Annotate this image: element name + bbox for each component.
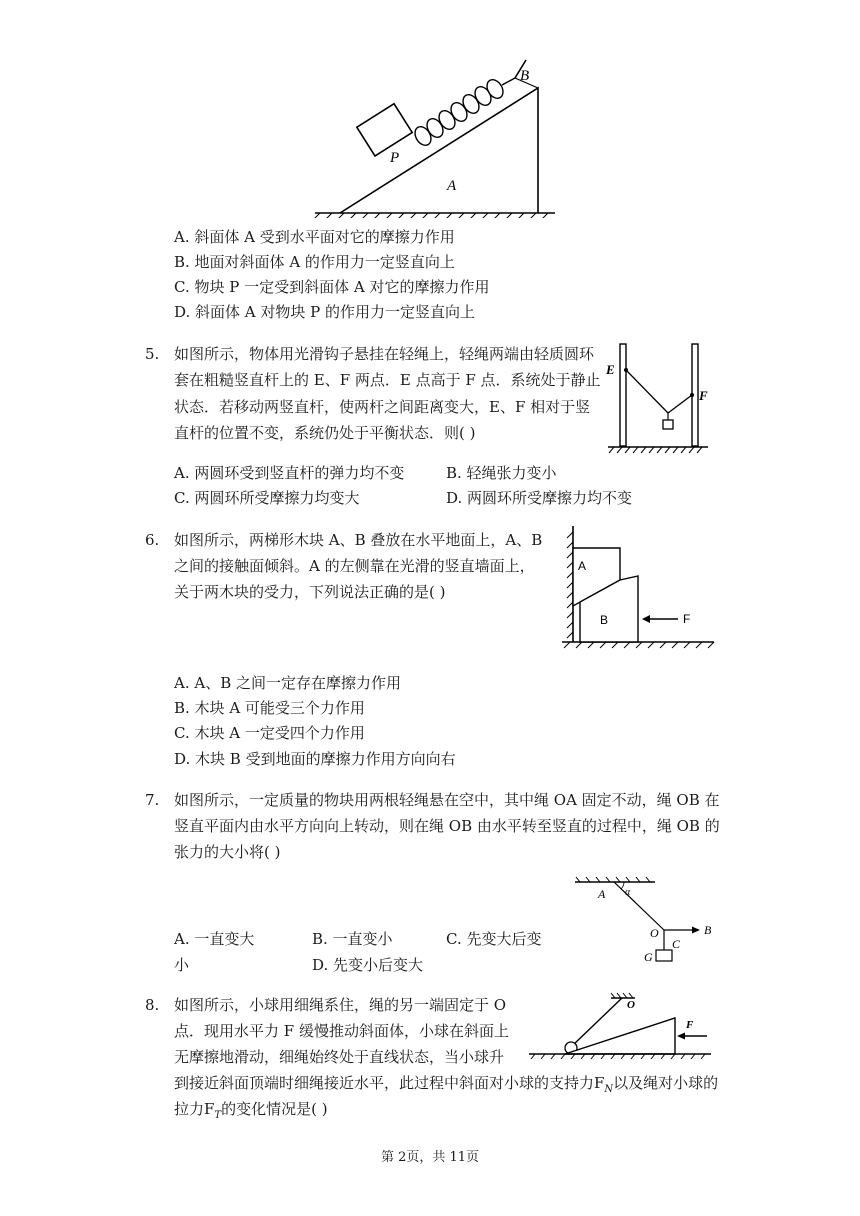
q7-line-2: 竖直平面内由水平方向向上转动，则在绳 OB 由水平转至竖直的过程中，绳 OB 的 — [174, 817, 720, 835]
q7-number: 7. — [145, 791, 160, 809]
q7-line-1: 如图所示，一定质量的物块用两根轻绳悬在空中，其中绳 OA 固定不动，绳 OB 在 — [174, 791, 720, 809]
label-a: A — [447, 178, 457, 194]
q6-option-c: C. 木块 A 一定受四个力作用 — [174, 724, 365, 742]
label-block-b: B — [600, 613, 609, 627]
q7-option-c: C. 先变大后变 — [446, 930, 542, 948]
q7-option-b: B. 一直变小 — [312, 930, 393, 948]
q8-number: 8. — [145, 996, 160, 1014]
label-c: C — [672, 937, 681, 951]
label-g: G — [644, 950, 653, 964]
label-f: F — [686, 1019, 694, 1031]
q5-option-d: D. 两圆环所受摩擦力均不变 — [446, 489, 633, 507]
q5-line-2: 套在粗糙竖直杆上的 E、F 两点．E 点高于 F 点．系统处于静止 — [174, 371, 601, 389]
page-footer: 第 2页，共 11页 — [380, 1150, 480, 1165]
q5-option-c: C. 两圆环所受摩擦力均变大 — [174, 489, 360, 507]
q7-option-d: D. 先变小后变大 — [312, 956, 424, 974]
label-o: O — [650, 926, 659, 940]
subscript-n: N — [604, 1084, 614, 1095]
q6-line-3: 关于两木块的受力，下列说法正确的是( ) — [174, 583, 446, 601]
label-force-f: F — [683, 612, 691, 626]
label-p: P — [390, 150, 400, 166]
q8-line-5-tail: 的变化情况是( ) — [221, 1100, 328, 1118]
q6-option-d: D. 木块 B 受到地面的摩擦力作用方向向右 — [174, 750, 456, 768]
q7-line-3: 张力的大小将( ) — [174, 843, 281, 861]
label-f: F — [699, 388, 708, 403]
q5-option-a: A. 两圆环受到竖直杆的弹力均不变 — [174, 464, 405, 482]
q8-line-4 — [174, 1073, 718, 1100]
q5-line-4: 直杆的位置不变，系统仍处于平衡状态．则( ) — [174, 424, 476, 442]
label-b: B — [520, 68, 530, 84]
q7-option-c-wrap: 小 — [174, 956, 190, 974]
label-e: E — [606, 362, 615, 377]
q5-line-3: 状态．若移动两竖直杆，使两杆之间距离变大，E、F 相对于竖 — [174, 398, 591, 416]
q7-option-a: A. 一直变大 — [174, 930, 255, 948]
trapezoid-blocks-figure — [558, 524, 718, 654]
q6-number: 6. — [145, 531, 160, 549]
q4-option-b: B. 地面对斜面体 A 的作用力一定竖直向上 — [174, 253, 455, 271]
q8-line-3: 无摩擦地滑动，细绳始终处于直线状态，当小球升 — [174, 1048, 505, 1066]
q4-option-d: D. 斜面体 A 对物块 P 的作用力一定竖直向上 — [174, 303, 476, 321]
ball-incline-figure — [525, 990, 715, 1062]
q4-option-c: C. 物块 P 一定受到斜面体 A 对它的摩擦力作用 — [174, 278, 490, 296]
label-alpha: α — [625, 887, 631, 898]
q8-line-5-text: 拉力F — [174, 1100, 215, 1118]
q6-line-1: 如图所示，两梯形木块 A、B 叠放在水平地面上，A、B — [174, 531, 543, 549]
poles-rope-figure — [602, 340, 712, 460]
q5-line-1: 如图所示，物体用光滑钩子悬挂在轻绳上，轻绳两端由轻质圆环 — [174, 345, 595, 363]
q8-line-1: 如图所示，小球用细绳系住，绳的另一端固定于 O — [174, 996, 507, 1014]
q4-option-a: A. 斜面体 A 受到水平面对它的摩擦力作用 — [174, 228, 455, 246]
q8-line-4-text: 到接近斜面顶端时细绳接近水平，此过程中斜面对小球的支持力F — [174, 1074, 605, 1092]
subscript-t: T — [214, 1110, 222, 1121]
label-b: B — [704, 923, 712, 937]
q8-line-4-tail: 以及绳对小球的 — [613, 1074, 719, 1092]
q5-number: 5. — [145, 345, 160, 363]
q6-line-2: 之间的接触面倾斜。A 的左侧靠在光滑的竖直墙面上， — [174, 557, 535, 575]
q6-option-b: B. 木块 A 可能受三个力作用 — [174, 699, 365, 717]
rope-oa-ob-figure — [570, 876, 720, 971]
q8-line-5 — [174, 1099, 328, 1126]
label-block-a: A — [578, 559, 587, 573]
q6-option-a: A. A、B 之间一定存在摩擦力作用 — [174, 674, 401, 692]
q8-line-2: 点．现用水平力 F 缓慢推动斜面体，小球在斜面上 — [174, 1022, 509, 1040]
incline-spring-figure — [310, 58, 560, 218]
label-o: O — [627, 999, 635, 1011]
q5-option-b: B. 轻绳张力变小 — [446, 464, 557, 482]
label-a: A — [598, 887, 606, 901]
